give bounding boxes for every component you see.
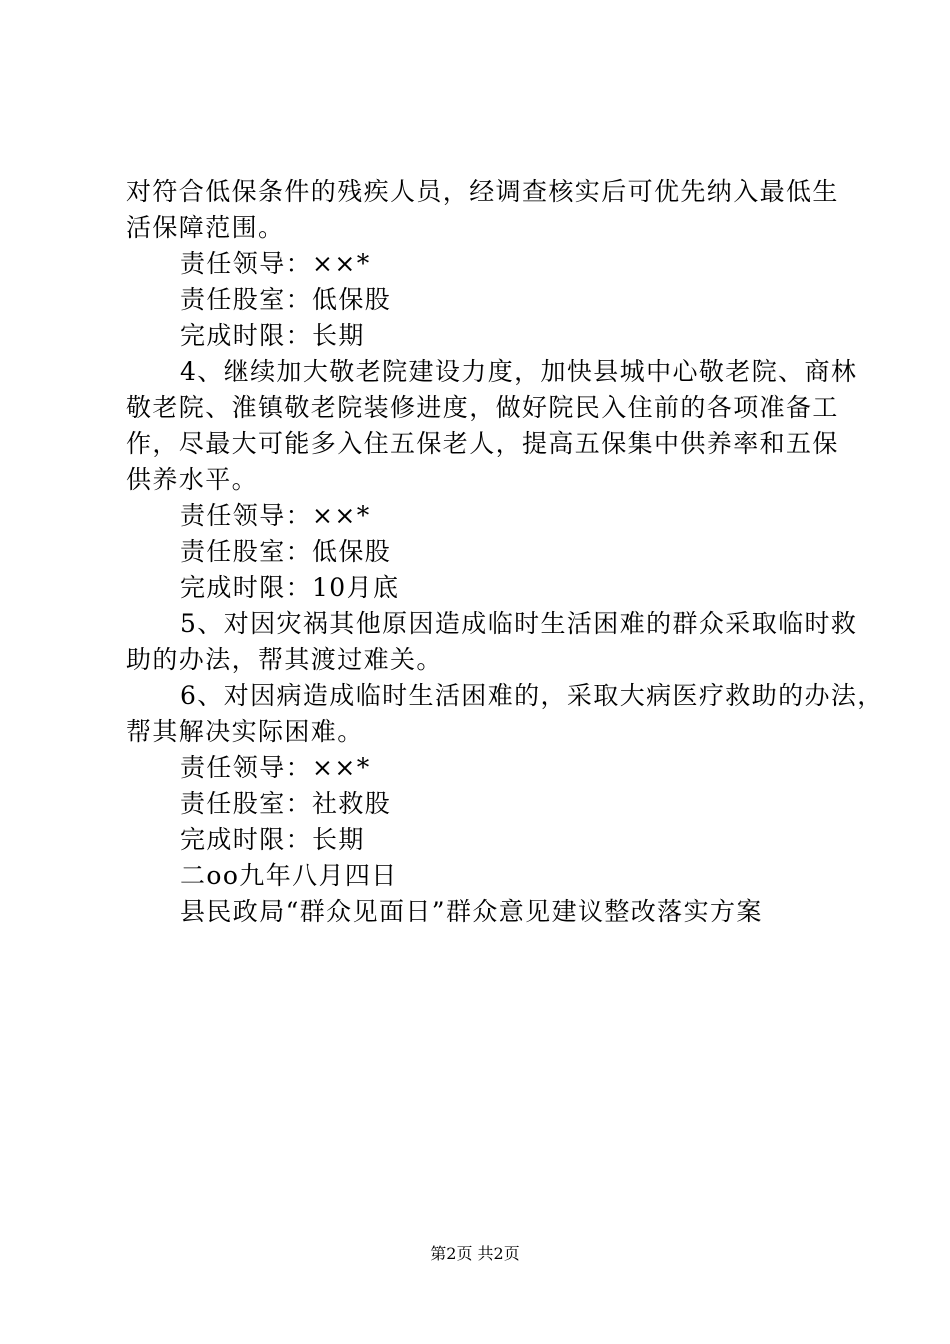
paragraph-line: 敬老院、淮镇敬老院装修进度，做好院民入住前的各项准备工 bbox=[126, 393, 839, 422]
responsible-leader-line: 责任领导：××* bbox=[180, 753, 371, 782]
paragraph-line: 6、对因病造成临时生活困难的，采取大病医疗救助的办法， bbox=[180, 681, 884, 710]
paragraph-line: 5、对因灾祸其他原因造成临时生活困难的群众采取临时救 bbox=[180, 609, 858, 638]
paragraph-line: 帮其解决实际困难。 bbox=[126, 717, 364, 746]
document-title-line: 县民政局“群众见面日”群众意见建议整改落实方案 bbox=[180, 897, 763, 926]
page-number-footer: 第2页 共2页 bbox=[430, 1244, 520, 1263]
responsible-leader-line: 责任领导：××* bbox=[180, 249, 371, 278]
document-body bbox=[126, 174, 884, 930]
responsible-leader-line: 责任领导：××* bbox=[180, 501, 371, 530]
responsible-office-line: 责任股室：低保股 bbox=[180, 537, 392, 566]
paragraph-line: 活保障范围。 bbox=[126, 213, 285, 242]
document-date: 二oo九年八月四日 bbox=[180, 861, 398, 890]
paragraph-line: 助的办法，帮其渡过难关。 bbox=[126, 645, 443, 674]
deadline-line: 完成时限：10月底 bbox=[180, 573, 400, 602]
deadline-line: 完成时限：长期 bbox=[180, 321, 365, 350]
deadline-line: 完成时限：长期 bbox=[180, 825, 365, 854]
responsible-office-line: 责任股室：社救股 bbox=[180, 789, 392, 818]
paragraph-line: 对符合低保条件的残疾人员，经调查核实后可优先纳入最低生 bbox=[126, 177, 839, 206]
responsible-office-line: 责任股室：低保股 bbox=[180, 285, 392, 314]
paragraph-line: 4、继续加大敬老院建设力度，加快县城中心敬老院、商林 bbox=[180, 357, 858, 386]
paragraph-line: 供养水平。 bbox=[126, 465, 259, 494]
paragraph-line: 作，尽最大可能多入住五保老人，提高五保集中供养率和五保 bbox=[126, 429, 839, 458]
